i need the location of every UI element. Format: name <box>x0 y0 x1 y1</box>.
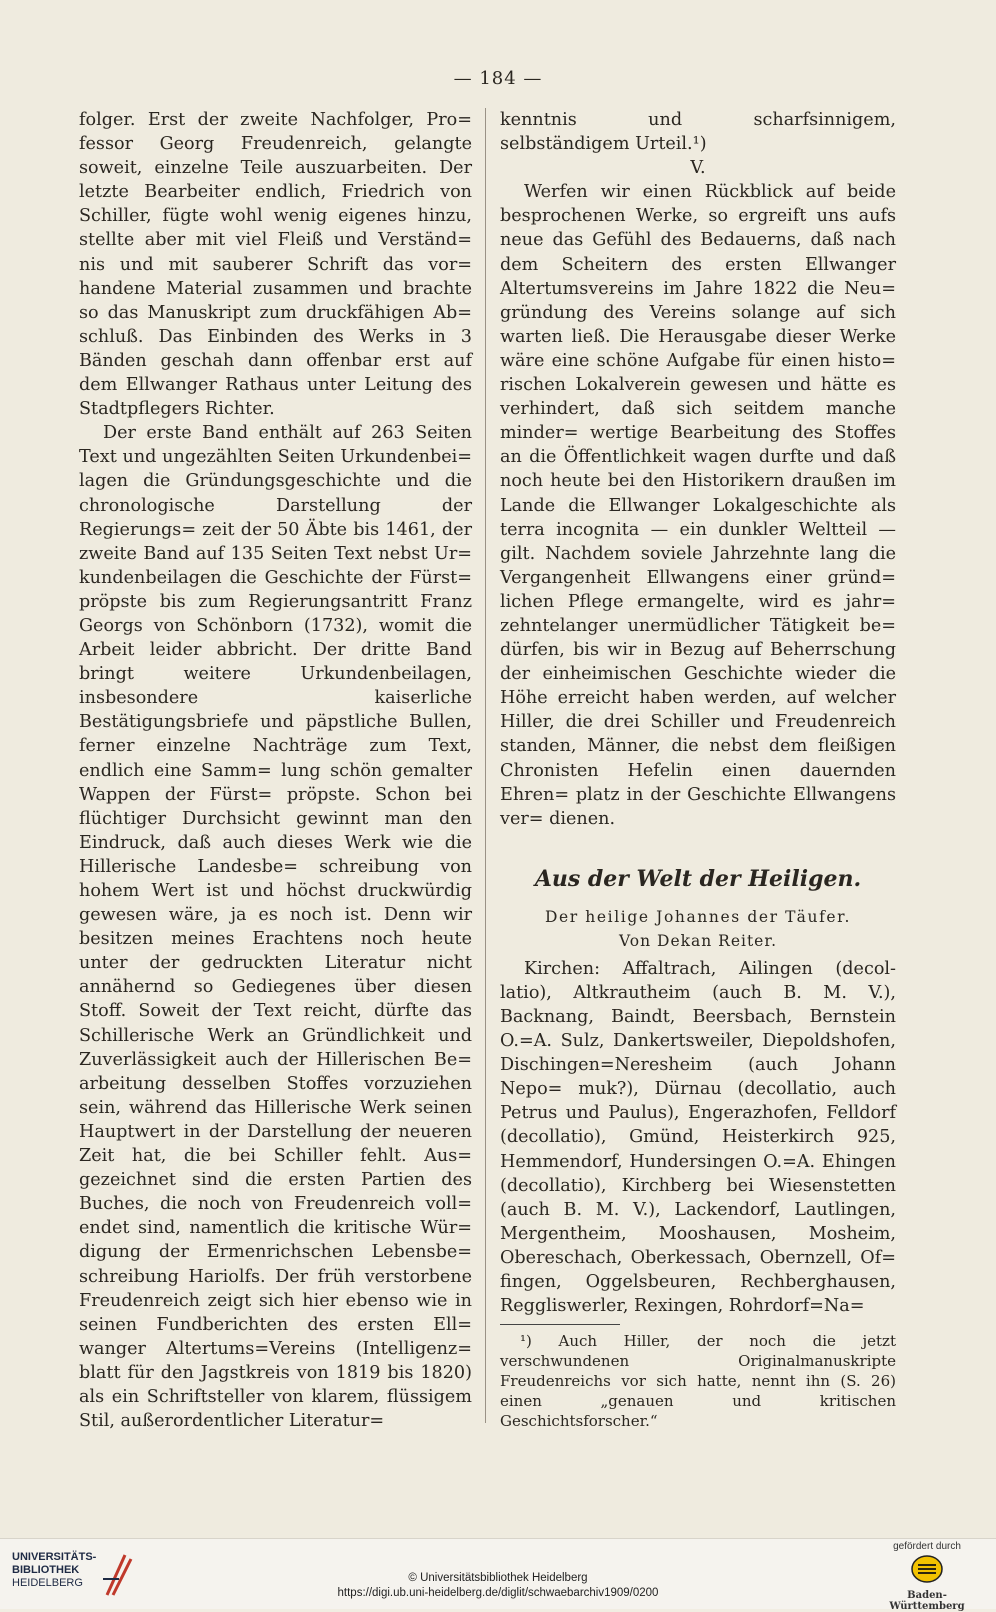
right-column <box>500 108 896 1431</box>
library-logo[interactable]: UNIVERSITÄTS- BIBLIOTHEK HEIDELBERG <box>12 1551 97 1589</box>
paragraph-intro: folger. Erst der zweite Nachfolger, Pro= fessor Georg Freudenreich, gelangte soweit, einzelne Teile auszuarbeiten. Der letzte Bearbeiter endlich, Friedrich von Schiller, fügte wohl wenig eigenes hinzu, stellte aber mit viel Fleiß und Verständ= nis und mit sauberer Schrift das vor= handene Material zusammen und brachte so das Manuskript zum druckfähigen Ab= schluß. Das Einbinden des Werks in 3 Bänden geschah dann offenbar erst auf dem Ellwanger Rathaus unter Leitung des Stadtpflegers Richter. <box>79 110 472 420</box>
permalink[interactable]: https://digi.ub.uni-heidelberg.de/diglit/schwaebarchiv1909/0200 <box>337 1587 659 1599</box>
sponsor-name: Baden-Württemberg <box>889 1590 965 1612</box>
paragraph-kirchen: Kirchen: Affaltrach, Ailingen (decol- latio), Altkrautheim (auch B. M. V.), Backnang, Baindt, Beersbach, Bernstein O.=A. Sulz, Dankertsweiler, Diepoldshofen, Dischingen=Neresheim (auch Johann Nepo= muk?), Dürnau (decollatio, auch Petrus und Paulus), Engerazhofen, Felldorf (decollatio), Gmünd, Heisterkirch 925, Hemmendorf, Hundersingen O.=A. Ehingen (decollatio), Kirchberg bei Wiesenstetten (auch B. M. V.), Lackendorf, Lautlingen, Mergentheim, Mooshausen, Mosheim, Obereschach, Oberkessach, Obernzell, Of= fingen, Oggelsbeuren, Rechberghausen, Reggliswerler, Rexingen, Rohrdorf=Na= <box>500 958 896 1317</box>
sponsor-block <box>872 1541 982 1612</box>
column-divider <box>485 108 486 1423</box>
paragraph-volumes: Der erste Band enthält auf 263 Seiten Text und ungezählten Seiten Urkundenbei= lagen die Gründungsgeschichte und die chronologische Darstellung der Regierungs= zeit der 50 Äbte bis 1461, der zweite Band auf 135 Seiten Text nebst Ur= kundenbeilagen die Geschichte der Fürst= pröpste bis zum Regierungsantritt Franz Georgs von Schönborn (1732), womit die Arbeit leider abbricht. Der dritte Band bringt weitere Urkundenbeilagen, insbesondere kaiserliche Bestätigungsbriefe und päpstliche Bullen, ferner einzelne Nachträge zum Text, endlich eine Samm= lung schön gemalter Wappen der Fürst= pröpste. Schon bei flüchtiger Durchsicht gewinnt man den Eindruck, daß auch dieses Werk wie die Hillerische Landesbe= schreibung von hohem Wert ist und höchst druckwürdig gewesen wäre, ja es noch ist. Denn wir besitzen meines Erachtens noch heute unter der gedruckten Literatur nicht annähernd so Gediegenes über diesen Stoff. Soweit der Text reicht, dürfte das Schillerische Werk an Gründlichkeit und Zuverlässigkeit auch der Hillerischen Be= arbeitung desselben Stoffes vorzuziehen sein, während das Hillerische Werk seinen Hauptwert in der Darstellung der neueren Zeit hat, die bei Schiller fehlt. Aus= gezeichnet sind die ersten Partien des Buches, die noch von Freudenreich voll= endet sind, namentlich die kritische Wür= digung der Ermenrichschen Lebensbe= schreibung Hariolfs. Der früh verstorbene Freudenreich zeigt sich hier ebenso wie in seinen Fundberichten des ersten Ell= wanger Altertums=Vereins (Intelligenz= blatt für den Jagstkreis von 1819 bis 1820) als ein Schriftsteller von klarem, flüssigem Stil, außerordentlicher Literatur= <box>79 423 472 1432</box>
copyright-text: © Universitätsbibliothek Heidelberg <box>408 1572 588 1584</box>
article-subheading: Der heilige Johannes der Täufer. <box>544 907 852 926</box>
article-heading: Aus der Welt der Heiligen. <box>534 865 862 892</box>
footer-credits <box>0 1571 996 1601</box>
paragraph-section-v: Werfen wir einen Rückblick auf beide besprochenen Werke, so ergreift uns aufs neue das Gefühl des Bedauerns, daß nach dem Scheitern des ersten Ellwanger Altertumsvereins im Jahre 1822 die Neu= gründung des Vereins solange auf sich warten ließ. Die Herausgabe dieser Werke wäre eine schöne Aufgabe für einen histo= rischen Lokalverein gewesen und hätte es verhindert, daß sich seitdem manche minder= wertige Bearbeitung des Stoffes an die Öffentlichkeit wagen durfte und daß noch heute bei den Historikern draußen im Lande die Ellwanger Lokalgeschichte als terra incognita — ein dunkler Weltteil — gilt. Nachdem soviele Jahrzehnte lang die Vergangenheit Ellwangens einer gründ= lichen Pflege ermangelte, wird es jahr= zehntelanger unermüdlicher Tätigkeit be= dürfen, bis wir in Bezug auf Beherrschung der einheimischen Geschichte wieder die Höhe erreicht haben werden, auf welcher Hiller, die drei Schiller und Freudenreich standen, Männer, die nebst dem fleißigen Chronisten Hefelin einen dauernden Ehren= platz in der Geschichte Ellwangens ver= dienen. <box>500 182 896 829</box>
article-author: Von Dekan Reiter. <box>619 931 777 950</box>
crest-icon <box>907 1554 947 1584</box>
page-number: — 184 — <box>453 68 543 89</box>
sponsor-label: gefördert durch <box>893 1541 961 1552</box>
paragraph-continuation: kenntnis und scharfsinnigem, selbständigem Urteil.¹) <box>500 110 896 155</box>
footer-bar <box>0 1538 996 1612</box>
section-numeral: V. <box>690 158 706 179</box>
left-column <box>79 108 472 1433</box>
footnote-rule <box>500 1324 620 1325</box>
footnote: ¹) Auch Hiller, der noch die jetzt verschwundenen Originalmanuskripte Freudenreichs vor sich hatte, nennt ihn (S. 26) einen „genauen und kritischen Geschichtsforscher.“ <box>500 1332 896 1431</box>
